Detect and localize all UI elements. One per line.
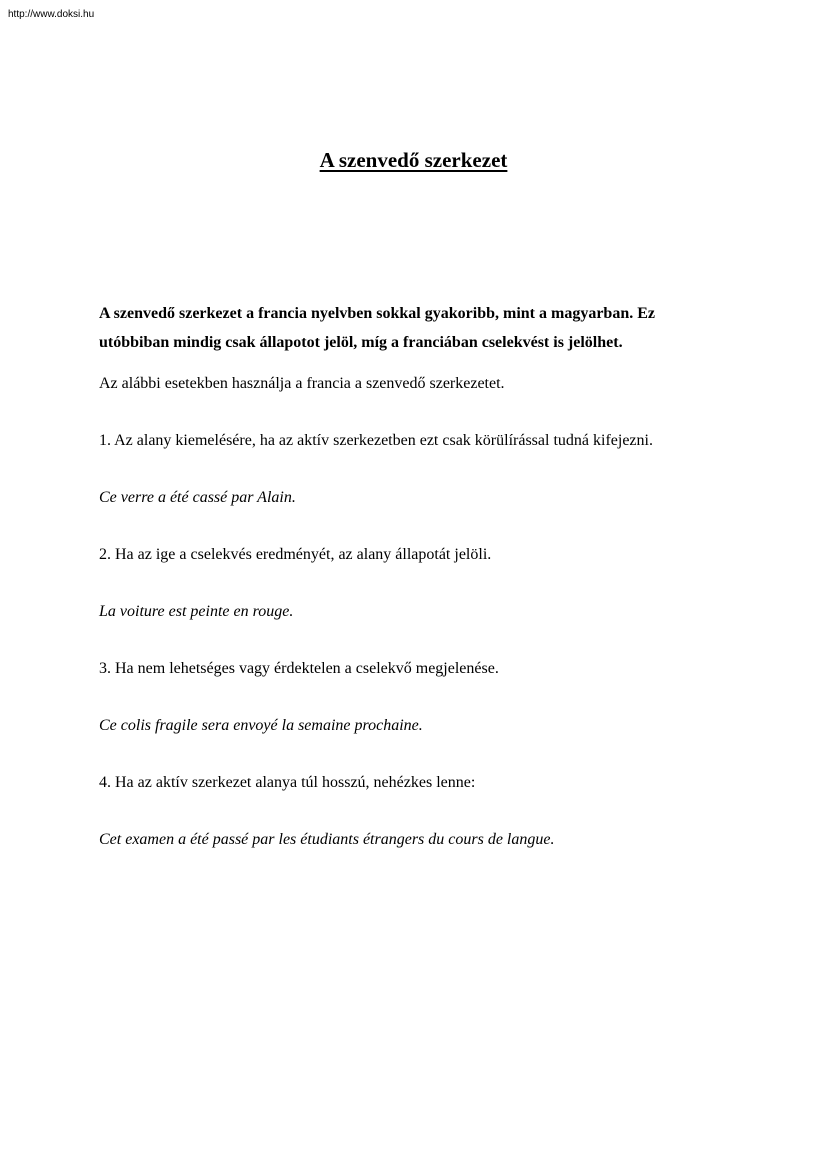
rule-2: 2. Ha az ige a cselekvés eredményét, az alany állapotát jelöli. [99,546,492,563]
rule-1: 1. Az alany kiemelésére, ha az aktív szerkezetben ezt csak körülírással tudná kifejezni. [99,432,653,449]
page-title: A szenvedő szerkezet [319,148,508,172]
intro-paragraph [99,299,739,357]
intro-line-2: utóbbiban mindig csak állapotot jelöl, míg a franciában cselekvést is jelölhet. [99,334,623,351]
source-url: http://www.doksi.hu [8,9,95,20]
rule-4: 4. Ha az aktív szerkezet alanya túl hosszú, nehézkes lenne: [99,774,476,791]
example-1: Ce verre a été cassé par Alain. [99,489,296,506]
document-body [99,299,739,850]
example-2: La voiture est peinte en rouge. [99,603,294,620]
example-4: Cet examen a été passé par les étudiants étrangers du cours de langue. [99,831,555,848]
rule-3: 3. Ha nem lehetséges vagy érdektelen a cselekvő megjelenése. [99,660,499,677]
example-3: Ce colis fragile sera envoyé la semaine prochaine. [99,717,423,734]
intro-line-1: A szenvedő szerkezet a francia nyelvben sokkal gyakoribb, mint a magyarban. Ez [99,305,655,322]
lead-sentence: Az alábbi esetekben használja a francia a szenvedő szerkezetet. [99,375,505,392]
